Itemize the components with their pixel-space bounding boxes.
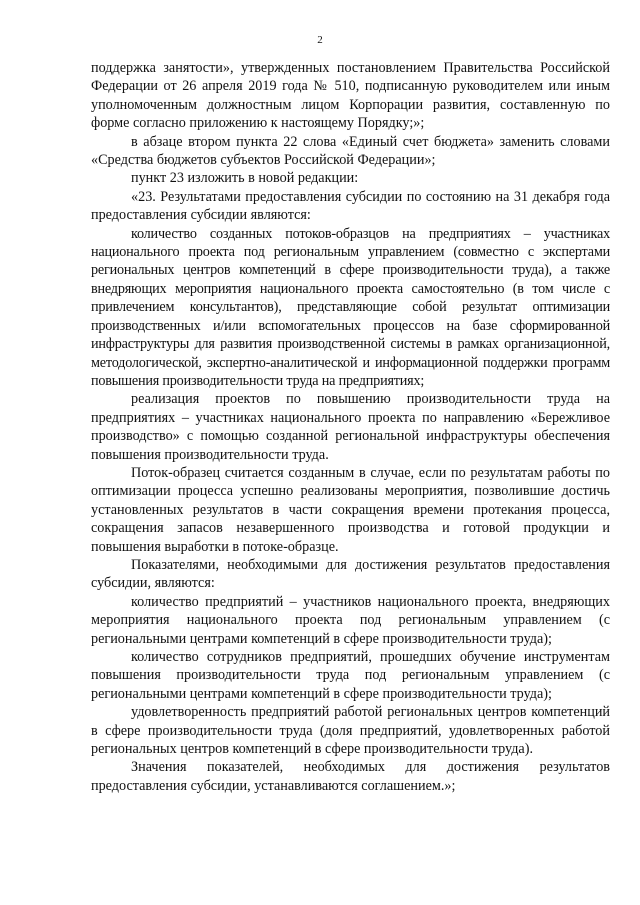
paragraph-6: реализация проектов по повышению производительности труда на предприятиях – участниках национального проекта по направлению «Бережливое производство» с помощью созданной региональной инфраструктуры обеспечения повышения производительности труда. <box>91 391 610 463</box>
paragraph-4: «23. Результатами предоставления субсидии по состоянию на 31 декабря года предоставления субсидии являются: <box>91 188 610 224</box>
paragraph-1: поддержка занятости», утвержденных постановлением Правительства Российской Федерации от 26 апреля 2019 года № 510, подписанную руководителем или иным уполномоченным должностным лицом Корпорации развития, составленную по форме согласно приложению к настоящему Порядку;»; <box>91 60 610 132</box>
paragraph-11: удовлетворенность предприятий работой региональных центров компетенций в сфере производительности труда (доля предприятий, удовлетворенных работой региональных центров компетенций в сфере производительности труда). <box>91 704 610 758</box>
paragraph-12: Значения показателей, необходимых для достижения результатов предоставления субсидии, устанавливаются соглашением.»; <box>91 759 610 794</box>
paragraph-3: пункт 23 изложить в новой редакции: <box>131 170 359 187</box>
paragraph-7: Поток-образец считается созданным в случае, если по результатам работы по оптимизации процесса успешно реализованы мероприятия, позволившие достичь установленных результатов в части сокращения времени протекания процесса, сокращения запасов незавершенного производства и готовой продукции и повышения выработки в потоке-образце. <box>91 464 610 555</box>
paragraph-5: количество созданных потоков-образцов на предприятиях – участниках национального проекта под региональным управлением (совместно с экспертами региональных центров компетенций в сфере производительности труда), а также внедряющих мероприятия национального проекта самостоятельно (в том числе с привлечением консультантов), представляющие собой результат оптимизации производственных и/или вспомогательных процессов на базе сформированной инфраструктуры для развития производственной системы в рамках организационной, методологической, экспертно-аналитической и информационной поддержки программ повышения производительности труда на предприятиях; <box>91 225 610 389</box>
page-number: 2 <box>317 34 323 46</box>
document-body <box>91 59 610 795</box>
paragraph-9: количество предприятий – участников национального проекта, внедряющих мероприятия национального проекта под региональным управлением (с региональными центрами компетенций в сфере производительности труда); <box>91 593 610 647</box>
paragraph-2: в абзаце втором пункта 22 слова «Единый счет бюджета» заменить словами «Средства бюджетов субъектов Российской Федерации»; <box>91 133 610 169</box>
paragraph-10: количество сотрудников предприятий, прошедших обучение инструментам повышения производительности труда под региональным управлением (с региональными центрами компетенций в сфере производительности труда); <box>91 649 610 702</box>
paragraph-8: Показателями, необходимыми для достижения результатов предоставления субсидии, являются: <box>91 556 610 592</box>
